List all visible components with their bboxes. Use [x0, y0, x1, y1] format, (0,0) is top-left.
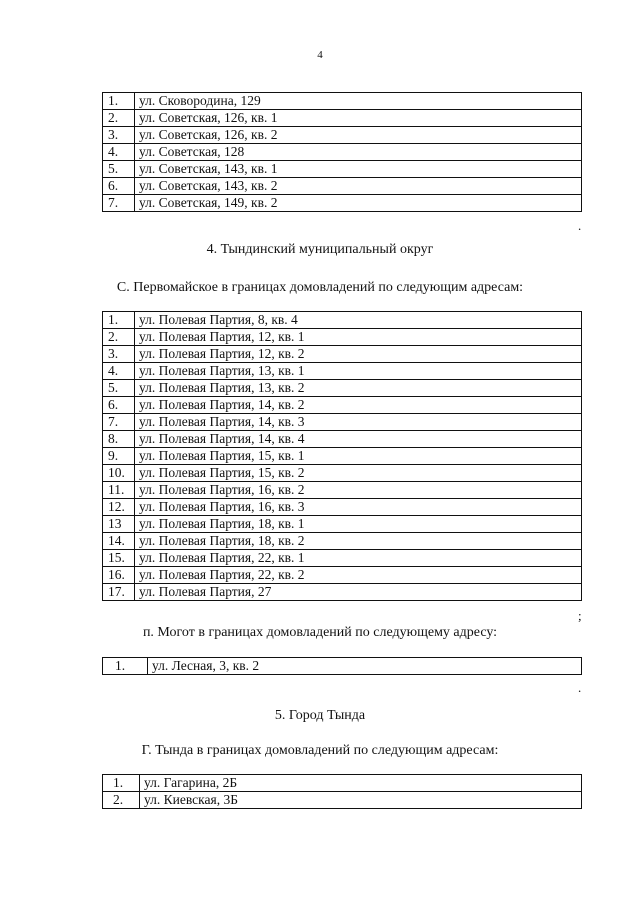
table-row — [103, 499, 582, 516]
table-row — [103, 363, 582, 380]
section-heading-5: 5. Город Тында — [274, 708, 366, 723]
table-row — [103, 380, 582, 397]
table-row — [103, 144, 582, 161]
table-row — [103, 161, 582, 178]
page-number: 4 — [317, 49, 323, 61]
row-number: 5. — [103, 161, 135, 178]
section-subheading: Г. Тында в границах домовладений по следующим адресам: — [141, 743, 499, 758]
row-address: ул. Полевая Партия, 16, кв. 3 — [135, 499, 582, 516]
table-row — [103, 178, 582, 195]
row-number: 6. — [103, 397, 135, 414]
row-number: 1. — [103, 312, 135, 329]
row-address: ул. Полевая Партия, 15, кв. 2 — [135, 465, 582, 482]
section-subheading: п. Могот в границах домовладений по следующему адресу: — [142, 625, 498, 640]
section-heading-4: 4. Тындинский муниципальный округ — [206, 242, 434, 257]
row-number: 2. — [103, 792, 140, 809]
row-address: ул. Полевая Партия, 14, кв. 2 — [135, 397, 582, 414]
row-address: ул. Полевая Партия, 12, кв. 1 — [135, 329, 582, 346]
row-address: ул. Полевая Партия, 14, кв. 3 — [135, 414, 582, 431]
row-address: ул. Сковородина, 129 — [135, 93, 582, 110]
row-number: 11. — [103, 482, 135, 499]
row-address: ул. Киевская, 3Б — [140, 792, 582, 809]
row-address: ул. Гагарина, 2Б — [140, 775, 582, 792]
row-address: ул. Советская, 143, кв. 2 — [135, 178, 582, 195]
table-row — [103, 658, 582, 675]
row-number: 15. — [103, 550, 135, 567]
table-row — [103, 110, 582, 127]
row-number: 4. — [103, 144, 135, 161]
row-address: ул. Полевая Партия, 13, кв. 2 — [135, 380, 582, 397]
table-row — [103, 329, 582, 346]
address-table-1 — [102, 92, 582, 212]
row-address: ул. Полевая Партия, 18, кв. 1 — [135, 516, 582, 533]
table-row — [103, 775, 582, 792]
table-row — [103, 414, 582, 431]
table-row — [103, 516, 582, 533]
punctuation-mark: ; — [578, 608, 582, 623]
row-number: 3. — [103, 127, 135, 144]
address-table-2 — [102, 311, 582, 601]
table-row — [103, 550, 582, 567]
row-address: ул. Полевая Партия, 18, кв. 2 — [135, 533, 582, 550]
punctuation-mark: . — [578, 680, 582, 695]
row-address: ул. Полевая Партия, 13, кв. 1 — [135, 363, 582, 380]
row-address: ул. Полевая Партия, 22, кв. 1 — [135, 550, 582, 567]
row-number: 1. — [103, 93, 135, 110]
row-number: 16. — [103, 567, 135, 584]
row-address: ул. Полевая Партия, 15, кв. 1 — [135, 448, 582, 465]
table-row — [103, 127, 582, 144]
row-address: ул. Полевая Партия, 27 — [135, 584, 582, 601]
row-address: ул. Полевая Партия, 22, кв. 2 — [135, 567, 582, 584]
row-number: 2. — [103, 329, 135, 346]
table-row — [103, 567, 582, 584]
table-row — [103, 431, 582, 448]
row-address: ул. Советская, 149, кв. 2 — [135, 195, 582, 212]
row-address: ул. Полевая Партия, 16, кв. 2 — [135, 482, 582, 499]
row-number: 7. — [103, 195, 135, 212]
section-subheading: С. Первомайское в границах домовладений по следующим адресам: — [116, 280, 524, 295]
row-address: ул. Советская, 143, кв. 1 — [135, 161, 582, 178]
address-table-3 — [102, 657, 582, 675]
table-row — [103, 448, 582, 465]
row-address: ул. Полевая Партия, 12, кв. 2 — [135, 346, 582, 363]
table-row — [103, 346, 582, 363]
punctuation-mark: . — [578, 218, 582, 233]
row-address: ул. Советская, 126, кв. 2 — [135, 127, 582, 144]
row-number: 9. — [103, 448, 135, 465]
row-address: ул. Полевая Партия, 14, кв. 4 — [135, 431, 582, 448]
row-address: ул. Советская, 128 — [135, 144, 582, 161]
row-number: 14. — [103, 533, 135, 550]
row-number: 1. — [103, 775, 140, 792]
row-number: 17. — [103, 584, 135, 601]
row-address: ул. Советская, 126, кв. 1 — [135, 110, 582, 127]
row-address: ул. Полевая Партия, 8, кв. 4 — [135, 312, 582, 329]
table-row — [103, 312, 582, 329]
row-number: 2. — [103, 110, 135, 127]
table-row — [103, 533, 582, 550]
row-number: 12. — [103, 499, 135, 516]
row-address: ул. Лесная, 3, кв. 2 — [148, 658, 582, 675]
table-row — [103, 482, 582, 499]
table-row — [103, 195, 582, 212]
table-row — [103, 584, 582, 601]
row-number: 10. — [103, 465, 135, 482]
row-number: 5. — [103, 380, 135, 397]
row-number: 7. — [103, 414, 135, 431]
row-number: 4. — [103, 363, 135, 380]
row-number: 3. — [103, 346, 135, 363]
row-number: 1. — [103, 658, 148, 675]
table-row — [103, 397, 582, 414]
table-row — [103, 93, 582, 110]
row-number: 6. — [103, 178, 135, 195]
table-row — [103, 792, 582, 809]
table-row — [103, 465, 582, 482]
row-number: 13 — [103, 516, 135, 533]
address-table-4 — [102, 774, 582, 809]
row-number: 8. — [103, 431, 135, 448]
